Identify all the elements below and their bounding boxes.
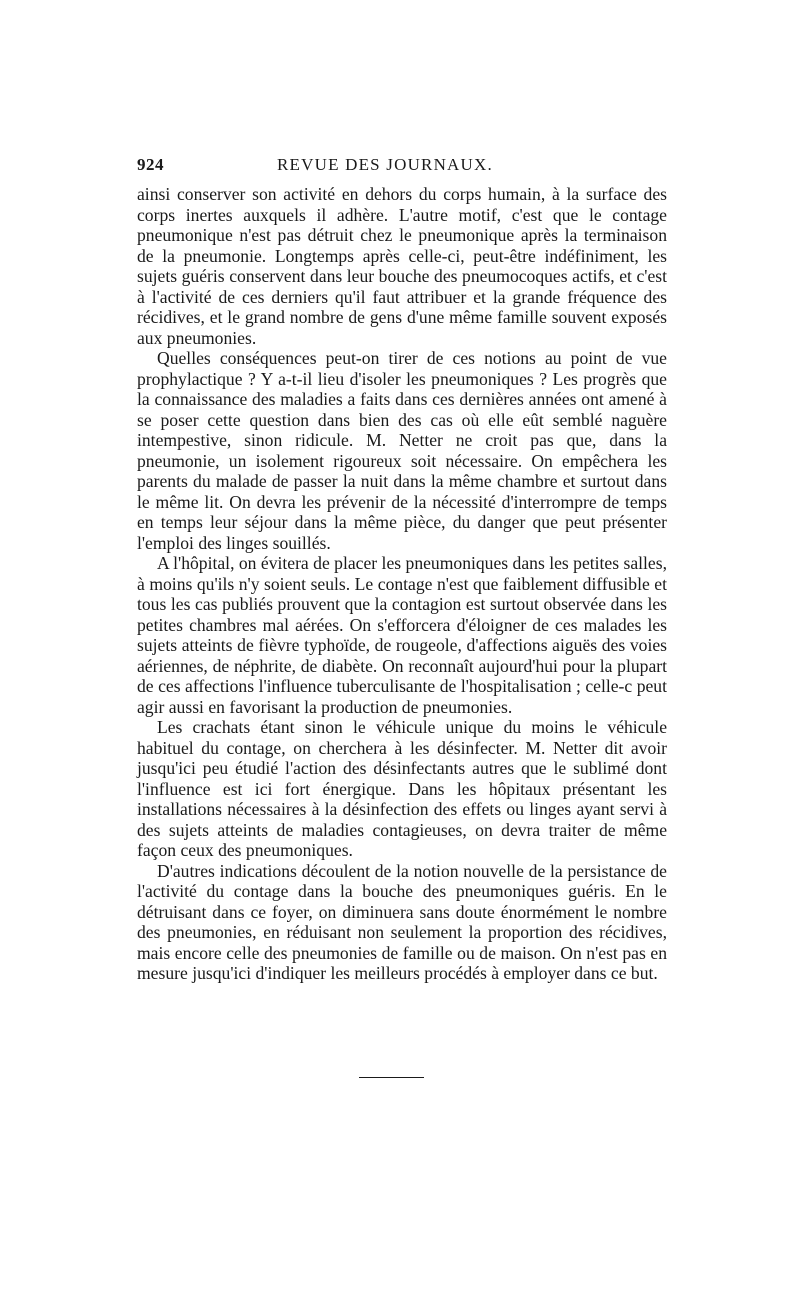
paragraph-persistence: D'autres indications découlent de la notion nouvelle de la persistance de l'activité du contage dans la bouche des pneumoniques guéris. En le détruisant dans ce foyer, on diminuera sans doute énormément le nombre des pneumonies, en réduisant non seulement la proportion des récidives, mais encore celle des pneumonies de famille ou de maison. On n'est pas en mesure jusqu'ici d'indiquer les meilleurs procédés à employer dans ce but. (137, 860, 667, 983)
paragraph-hospital: A l'hôpital, on évitera de placer les pneumoniques dans les petites salles, à moins qu'ils n'y soient seuls. Le contage n'est que faiblement diffusible et tous les cas publiés prouvent que la contagion est surtout observée dans les petites chambres mal aérées. On s'efforcera d'éloigner de ces malades les sujets atteints de fièvre typhoïde, de rougeole, d'affections aiguës des voies aériennes, de néphrite, de diabète. On reconnaît aujourd'hui pour la plupart de ces affections l'influence tuberculisante de l'hospitalisation ; celle-c peut agir aussi en favorisant la production de pneumonies. (137, 553, 667, 717)
paragraph-prophylaxis: Quelles conséquences peut-on tirer de ces notions au point de vue prophylactique ? Y a-t-il lieu d'isoler les pneumoniques ? Les progrès que la connaissance des maladies a faits dans ces dernières années ont amené à se poser cette question dans bien des cas où elle eût semblé naguère intempestive, sinon ridicule. M. Netter ne croit pas que, dans la pneumonie, un isolement rigoureux soit nécessaire. On empêchera les parents du malade de passer la nuit dans la même chambre et surtout dans le même lit. On devra les prévenir de la nécessité d'interrompre de temps en temps leur séjour dans la même pièce, du danger que peut présenter l'emploi des linges souillés. (137, 348, 667, 553)
page-number: 924 (137, 155, 164, 174)
paragraph-sputum-disinfection: Les crachats étant sinon le véhicule unique du moins le véhicule habituel du contage, on cherchera à les désinfecter. M. Netter dit avoir jusqu'ici peu étudié l'action des désinfectants autres que le sublimé dont l'influence est ici fort énergique. Dans les hôpitaux présentant les installations nécessaires à la désinfection des effets ou linges ayant servi à des sujets atteints de maladies contagieuses, on devra traiter de même façon ceux des pneumoniques. (137, 717, 667, 860)
page-header (137, 155, 667, 181)
article-body (137, 184, 667, 984)
running-head: REVUE DES JOURNAUX. (277, 155, 493, 174)
paragraph-continued: ainsi conserver son activité en dehors du corps humain, à la surface des corps inertes auxquels il adhère. L'autre motif, c'est que le contage pneumonique n'est pas détruit chez le pneumonique après la terminaison de la pneumonie. Longtemps après celle-ci, peut-être indéfiniment, les sujets guéris conservent dans leur bouche des pneumocoques actifs, et c'est à l'activité de ces derniers qu'il faut attribuer et la grande fréquence des récidives, et le grand nombre de gens d'une même famille souvent exposés aux pneumonies. (137, 184, 667, 348)
end-rule-divider (359, 1077, 424, 1078)
journal-page (137, 155, 667, 984)
